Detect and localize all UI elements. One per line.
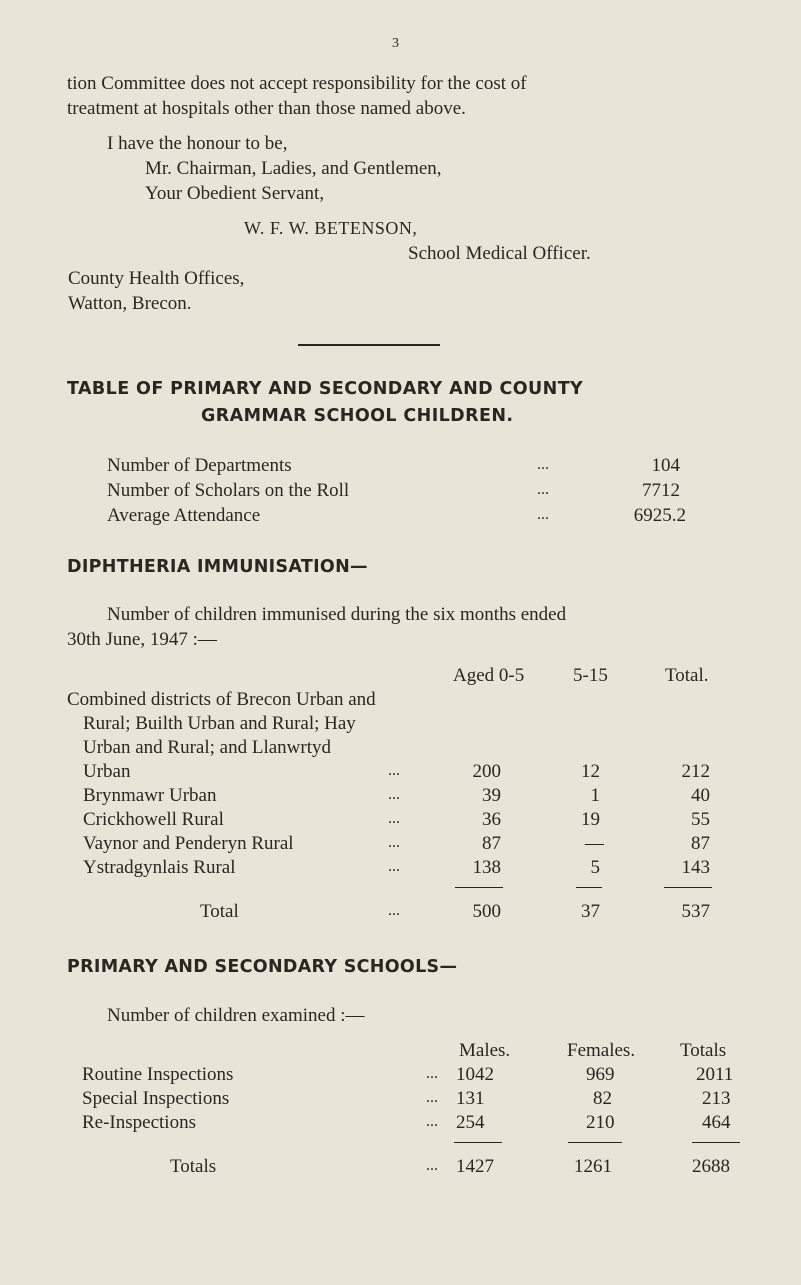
cell-aged-0-5: 200 bbox=[472, 761, 501, 782]
district-label-line: Rural; Builth Urban and Rural; Hay bbox=[83, 713, 356, 734]
schools-heading: PRIMARY AND SECONDARY SCHOOLS— bbox=[67, 957, 458, 977]
table-title-line-2: GRAMMAR SCHOOL CHILDREN. bbox=[201, 406, 514, 426]
cell-5-15: 1 bbox=[590, 785, 600, 806]
schools-intro: Number of children examined :— bbox=[107, 1005, 365, 1026]
cell-males: 1042 bbox=[456, 1064, 494, 1085]
leader-dots: ... bbox=[388, 858, 400, 875]
cell-total: 143 bbox=[681, 857, 710, 878]
total-total: 537 bbox=[681, 901, 710, 922]
diphtheria-heading: DIPHTHERIA IMMUNISATION— bbox=[67, 557, 368, 577]
diphtheria-intro-line-1: Number of children immunised during the six months ended bbox=[107, 604, 567, 625]
total-label: Total bbox=[200, 901, 239, 922]
cell-total: 212 bbox=[681, 761, 710, 782]
stat-label: Number of Scholars on the Roll bbox=[107, 480, 350, 501]
total-aged-0-5: 500 bbox=[472, 901, 501, 922]
stat-label: Average Attendance bbox=[107, 505, 261, 526]
subtotal-rule bbox=[692, 1142, 740, 1143]
district-label: Brynmawr Urban bbox=[83, 785, 217, 806]
district-label-line: Combined districts of Brecon Urban and bbox=[67, 689, 376, 710]
total-5-15: 37 bbox=[581, 901, 600, 922]
leader-dots: ... bbox=[388, 902, 400, 919]
intro-line-2: treatment at hospitals other than those named above. bbox=[67, 98, 466, 119]
column-header-aged-0-5: Aged 0-5 bbox=[453, 665, 525, 686]
leader-dots: ... bbox=[388, 810, 400, 827]
leader-dots: ... bbox=[426, 1089, 438, 1106]
leader-dots: ... bbox=[426, 1157, 438, 1174]
column-header-totals: Totals bbox=[680, 1040, 727, 1061]
leader-dots: ... bbox=[426, 1113, 438, 1130]
leader-dots: ... bbox=[537, 481, 549, 498]
subtotal-rule bbox=[568, 1142, 622, 1143]
inspection-label: Re-Inspections bbox=[82, 1112, 196, 1133]
address-line-2: Watton, Brecon. bbox=[68, 293, 192, 314]
intro-line-1: tion Committee does not accept responsibility for the cost of bbox=[67, 73, 527, 94]
total-males: 1427 bbox=[456, 1156, 494, 1177]
cell-totals: 213 bbox=[702, 1088, 731, 1109]
page-number: 3 bbox=[392, 36, 399, 51]
closing-honour: I have the honour to be, bbox=[107, 133, 288, 154]
total-totals: 2688 bbox=[692, 1156, 730, 1177]
stat-label: Number of Departments bbox=[107, 455, 292, 476]
stat-value: 7712 bbox=[642, 480, 680, 501]
cell-females: 210 bbox=[586, 1112, 615, 1133]
subtotal-rule bbox=[454, 1142, 502, 1143]
column-header-females: Females. bbox=[567, 1040, 636, 1061]
cell-aged-0-5: 87 bbox=[482, 833, 501, 854]
cell-5-15: 5 bbox=[590, 857, 600, 878]
cell-females: 969 bbox=[586, 1064, 615, 1085]
inspection-label: Routine Inspections bbox=[82, 1064, 234, 1085]
cell-females: 82 bbox=[593, 1088, 612, 1109]
stat-value: 104 bbox=[651, 455, 680, 476]
district-label: Ystradgynlais Rural bbox=[83, 857, 236, 878]
cell-aged-0-5: 138 bbox=[472, 857, 501, 878]
cell-total: 55 bbox=[691, 809, 710, 830]
inspection-label: Special Inspections bbox=[82, 1088, 230, 1109]
leader-dots: ... bbox=[537, 456, 549, 473]
totals-label: Totals bbox=[170, 1156, 217, 1177]
total-females: 1261 bbox=[574, 1156, 612, 1177]
signatory-title: School Medical Officer. bbox=[408, 243, 591, 264]
district-label: Crickhowell Rural bbox=[83, 809, 224, 830]
leader-dots: ... bbox=[537, 506, 549, 523]
cell-total: 40 bbox=[691, 785, 710, 806]
cell-5-15: 19 bbox=[581, 809, 600, 830]
district-label: Vaynor and Penderyn Rural bbox=[83, 833, 294, 854]
address-line-1: County Health Offices, bbox=[68, 268, 245, 289]
column-header-total: Total. bbox=[665, 665, 709, 686]
subtotal-rule bbox=[664, 887, 712, 888]
cell-aged-0-5: 39 bbox=[482, 785, 501, 806]
cell-totals: 2011 bbox=[696, 1064, 734, 1085]
diphtheria-intro-line-2: 30th June, 1947 :— bbox=[67, 629, 217, 650]
section-divider bbox=[298, 344, 440, 346]
stat-value: 6925.2 bbox=[633, 505, 686, 526]
subtotal-rule bbox=[455, 887, 503, 888]
closing-salutation: Mr. Chairman, Ladies, and Gentlemen, bbox=[145, 158, 442, 179]
column-header-males: Males. bbox=[459, 1040, 511, 1061]
cell-5-15: — bbox=[585, 833, 604, 854]
cell-aged-0-5: 36 bbox=[482, 809, 501, 830]
signatory-name: W. F. W. BETENSON, bbox=[244, 218, 418, 238]
leader-dots: ... bbox=[426, 1065, 438, 1082]
column-header-5-15: 5-15 bbox=[573, 665, 608, 686]
leader-dots: ... bbox=[388, 834, 400, 851]
leader-dots: ... bbox=[388, 786, 400, 803]
cell-totals: 464 bbox=[702, 1112, 731, 1133]
closing-servant: Your Obedient Servant, bbox=[145, 183, 325, 204]
cell-5-15: 12 bbox=[581, 761, 600, 782]
district-label: Urban bbox=[83, 761, 131, 782]
table-title-line-1: TABLE OF PRIMARY AND SECONDARY AND COUNTY bbox=[67, 379, 584, 399]
cell-total: 87 bbox=[691, 833, 710, 854]
cell-males: 131 bbox=[456, 1088, 485, 1109]
leader-dots: ... bbox=[388, 762, 400, 779]
district-label-line: Urban and Rural; and Llanwrtyd bbox=[83, 737, 331, 758]
cell-males: 254 bbox=[456, 1112, 485, 1133]
subtotal-rule bbox=[576, 887, 602, 888]
